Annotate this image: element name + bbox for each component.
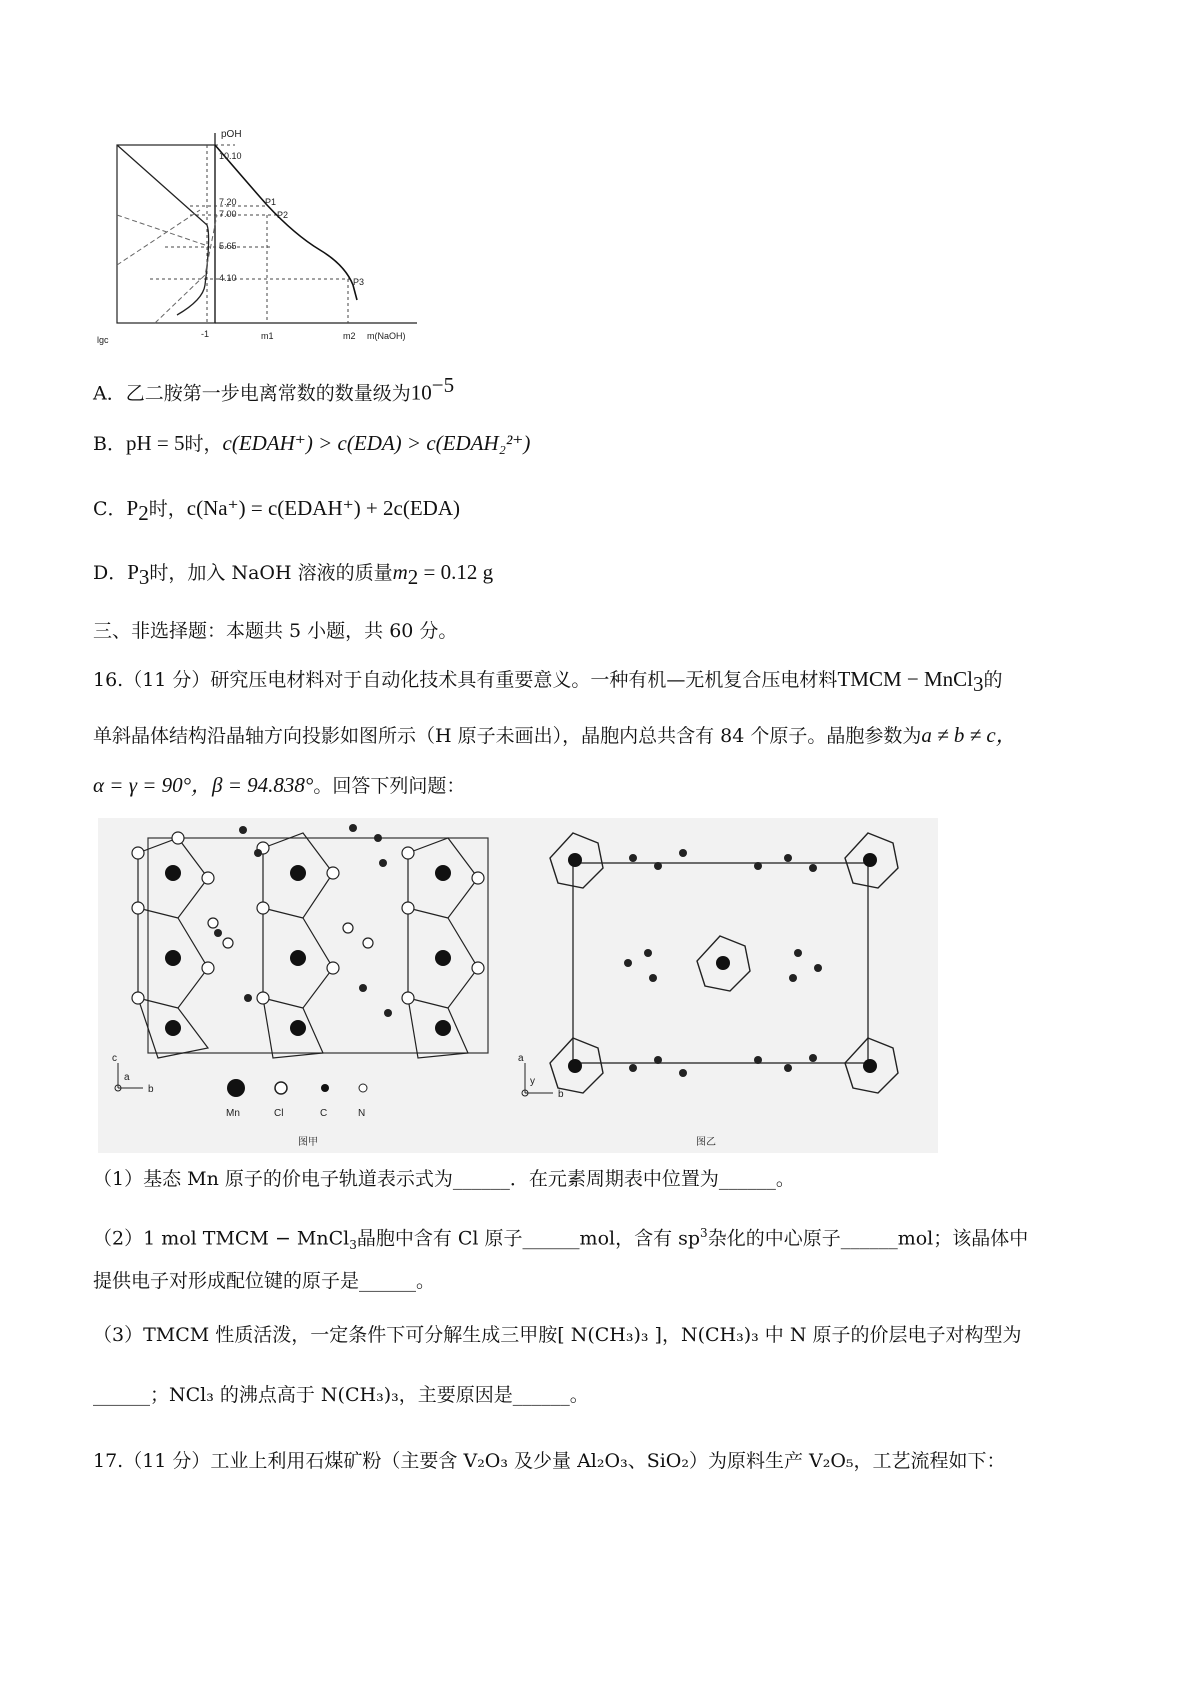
figure-a — [132, 824, 488, 1058]
legend-mn: Mn — [226, 1108, 240, 1119]
tick-5.65: 5.65 — [219, 241, 237, 251]
q17-stem: 17.（11 分）工业上利用石煤矿粉（主要含 V₂O₃ 及少量 Al₂O₃、SiO₂）为原料生产 V₂O₅，工艺流程如下： — [93, 1450, 1006, 1472]
section-3-heading: 三、非选择题：本题共 5 小题，共 60 分。 — [93, 620, 458, 642]
q16-line1: 16.（11 分）研究压电材料对于自动化技术具有重要意义。一种有机—无机复合压电材料TMCM − MnCl$_3$的 — [93, 667, 1003, 696]
q16-line3: α = γ = 90°，β = 94.838°。回答下列问题： — [93, 773, 466, 797]
q16-line2: 单斜晶体结构沿晶轴方向投影如图所示（H 原子未画出），晶胞内总共含有 84 个原子。晶胞参数为a ≠ b ≠ c， — [93, 723, 1017, 747]
q16-sub2-line2: 提供电子对形成配位键的原子是______。 — [93, 1270, 436, 1292]
crystal-structure-figure — [98, 818, 938, 1153]
legend-symbols — [227, 1079, 367, 1097]
axis-a-b: b — [148, 1084, 154, 1095]
tick-4.10: 4.10 — [219, 273, 237, 283]
q16-sub1: （1）基态 Mn 原子的价电子轨道表示式为______．在元素周期表中位置为______。 — [93, 1168, 795, 1190]
option-d: D．$P_3$时，加入 NaOH 溶液的质量$m_2 = 0.12$ g — [93, 560, 494, 589]
caption-fig-a: 图甲 — [298, 1137, 318, 1148]
option-a: A．乙二胺第一步电离常数的数量级为$10^{-5}$ — [93, 373, 455, 405]
option-c: C．$P_2$时，c(Na⁺) = c(EDAH⁺) + 2c(EDA) — [93, 496, 460, 525]
tick-7.20: 7.20 — [219, 197, 237, 207]
poh-graph — [95, 125, 435, 355]
tick-10.10: 10.10 — [219, 151, 242, 161]
x-tick-m1: m1 — [261, 331, 274, 341]
figure-b — [550, 833, 898, 1093]
option-b: B．pH = 5时，c(EDAH⁺) > c(EDA) > c(EDAH₂²⁺) — [93, 431, 531, 455]
tick-7.00: 7.00 — [219, 209, 237, 219]
axis-a-a: a — [124, 1072, 130, 1083]
axes-b — [522, 1063, 553, 1096]
axis-b-a: a — [518, 1053, 524, 1064]
point-p3: P3 — [353, 277, 365, 287]
x-left-label: lgc — [97, 335, 109, 345]
x-axis-label: m(NaOH) — [367, 331, 406, 341]
y-axis-label: pOH — [221, 129, 242, 140]
legend-cl: Cl — [274, 1108, 284, 1119]
legend-c: C — [320, 1108, 328, 1119]
q16-sub2: （2）1 mol TMCM − MnCl$_3$晶胞中含有 Cl 原子______mol，含有 $sp^3$杂化的中心原子______mol；该晶体中 — [93, 1226, 1029, 1253]
axis-b-b: b — [558, 1089, 564, 1100]
caption-fig-b: 图乙 — [696, 1137, 716, 1148]
point-p2: P2 — [277, 210, 289, 220]
point-p1: P1 — [265, 197, 277, 207]
legend-n: N — [358, 1108, 366, 1119]
x-tick-minus1: -1 — [201, 329, 210, 339]
x-tick-m2: m2 — [343, 331, 356, 341]
q16-sub3-line2: ______；NCl₃ 的沸点高于 N(CH₃)₃，主要原因是______。 — [93, 1384, 589, 1406]
q16-sub3-line1: （3）TMCM 性质活泼，一定条件下可分解生成三甲胺[ N(CH₃)₃ ]，N(CH₃)₃ 中 N 原子的价层电子对构型为 — [93, 1324, 1022, 1346]
axis-b-y: y — [530, 1076, 535, 1087]
axis-a-c: c — [112, 1053, 117, 1064]
